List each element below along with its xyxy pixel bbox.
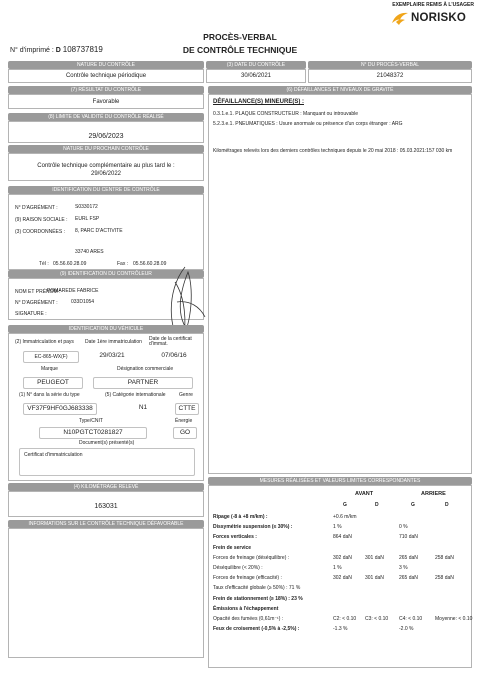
immat-label: (2) Immatriculation et pays [15,339,74,345]
arriere-d: D [445,502,449,508]
next-control-header: NATURE DU PROCHAIN CONTRÔLE [8,145,204,153]
controller-name: POMAREDE FABRICE [47,288,99,294]
defect-item: 0.3.1.e.1. PLAQUE CONSTRUCTEUR : Manquant ou introuvable [213,111,359,117]
centre-raison: EURL FSP [75,216,100,222]
marque-label: Marque [41,366,58,372]
measure-value: 301 daN [365,554,384,561]
measure-value: 302 daN [333,575,352,582]
measure-value: +0.6 m/km [333,514,357,520]
measure-value: 258 daN [435,554,454,561]
type-value: N10PGTCT0281827 [39,427,147,439]
info-header: INFORMATIONS SUR LE CONTRÔLE TECHNIQUE DÉFAVORABLE [8,520,204,528]
date-header: (3) DATE DU CONTRÔLE [206,61,306,69]
centre-header: IDENTIFICATION DU CENTRE DE CONTRÔLE [8,186,204,194]
measure-label: Forces de freinage (déséquilibre) : [213,554,290,561]
brand-logo [391,11,475,27]
measure-value: 258 daN [435,575,454,582]
title-line1: PROCÈS-VERBAL [203,32,277,42]
pv-header: N° DU PROCÈS-VERBAL [308,61,472,69]
vin-value: VF37F9HF0GJ683338 [23,403,97,415]
next-control-value: Contrôle technique complémentaire au plus tard le : 29/06/2022 [37,163,175,177]
controller-agrement: 033D1054 [71,299,95,305]
defects-header: (6) DÉFAILLANCES ET NIVEAUX DE GRAVITÉ [208,86,472,94]
documents-value: Certificat d'immatriculation [19,448,195,476]
cert-date-value: 07/06/16 [149,351,199,363]
date-value: 30/06/2021 [240,73,272,79]
defect-item: 5.2.3.e.1. PNEUMATIQUES : Usure anormale ou présence d'un corps étranger : ARG [213,121,403,127]
energie-label: Énergie [175,418,193,424]
km-value: 163031 [94,503,118,510]
centre-box [8,194,204,270]
km-history-note: Kilométrages relevés lors des derniers contrôles techniques depuis le 20 mai 2018 : 05.03.2021:157 030 km [213,148,453,154]
measures-box [208,485,472,668]
result-value-box [8,94,204,109]
cert-date-label: Date de la certificat d'immat. [149,336,192,347]
measure-value: C2: < 0.10 [333,616,357,622]
measure-value: 302 daN [333,554,352,561]
category-label: (5) Catégorie internationale [105,392,166,398]
centre-raison-label: (9) RAISON SOCIALE : [15,217,68,223]
controller-header: (9) IDENTIFICATION DU CONTRÔLEUR [8,270,204,278]
genre-value: CTTE [175,403,199,415]
measure-value: Moyenne: < 0.10 [435,616,473,622]
km-header: (4) KILOMÉTRAGE RELEVÉ [8,483,204,491]
avant-g: G [343,502,347,508]
measure-label: Forces verticales : [213,534,257,541]
pv-value-box [308,69,472,83]
measure-value: C4: < 0.10 [399,616,423,622]
validity-header: (8) LIMITE DE VALIDITÉ DU CONTRÔLE RÉALISÉ [8,113,204,121]
nature-value-box [8,69,204,83]
centre-agrement: S0330172 [75,204,98,210]
immat-value: EC-865-WX(F) [23,351,79,363]
measure-value: 1 % [333,524,342,531]
first-immat-label: Date 1ère immatriculation [85,339,142,345]
next-control-box [8,153,204,181]
result-header: (7) RÉSULTAT DU CONTRÔLE [8,86,204,94]
designation-label: Désignation commerciale [117,366,174,372]
vehicle-box [8,333,204,481]
type-label: Type/CNIT [79,418,103,424]
centre-coord: 8, PARC D'ACTIVITE [75,228,123,234]
measure-value: -1.3 % [333,626,348,633]
avant-d: D [375,502,379,508]
nature-value: Contrôle technique périodique [65,73,147,79]
measure-value: C3: < 0.10 [365,616,389,622]
centre-tel: 05.56.60.28.09 [53,261,87,267]
energie-value: GO [173,427,197,439]
centre-tel-label: Tél : [39,261,49,267]
measure-label: Forces de freinage (efficacité) : [213,575,282,582]
measure-label: Taux d'efficacité globale (≥ 50%) : 71 % [213,585,301,592]
measure-label: Frein de service [213,544,252,551]
marque-value: PEUGEOT [23,377,83,389]
measure-label: Opacité des fumées (0,61m⁻¹) : [213,616,284,622]
measure-label: Émissions à l'échappement [213,605,279,612]
defects-box [208,94,472,474]
print-number: N° d'imprimé : D 108737819 [10,45,103,54]
result-value: Favorable [92,99,120,105]
nature-header: NATURE DU CONTRÔLE [8,61,204,69]
arriere-header: ARRIERE [421,491,446,497]
signature-label: SIGNATURE : [15,311,47,317]
date-value-box [206,69,306,83]
measure-label: Ripage (-8 à +8 m/km) : [213,514,268,520]
pv-value: 21048372 [376,73,404,79]
vehicle-header: IDENTIFICATION DU VÉHICULE [8,325,204,333]
category-value: N1 [119,403,167,415]
first-immat-value: 29/03/21 [83,351,141,363]
genre-label: Genre [179,392,193,398]
measure-value: -2.0 % [399,626,414,633]
measure-value: 3 % [399,565,408,571]
title-line2: DE CONTRÔLE TECHNIQUE [182,45,298,55]
measure-label: Déséquilibre (< 20%) : [213,565,263,571]
centre-agrement-label: N° D'AGRÉMENT : [15,205,58,211]
controller-name-label: NOM ET PRÉNOM : [15,289,61,295]
arriere-g: G [411,502,415,508]
centre-fax: 05.56.60.28.09 [133,261,167,267]
measure-value: 710 daN [399,534,418,541]
validity-value: 29/06/2023 [88,133,124,140]
measure-label: Feux de croisement (-0,5% à -2,5%) : [213,626,300,633]
measure-value: 265 daN [399,575,418,582]
measure-label: Frein de stationnement (≥ 18%) : 23 % [213,595,303,602]
measure-value: 301 daN [365,575,384,582]
defects-heading: DÉFAILLANCE(S) MINEURE(S) : [213,99,304,105]
km-box [8,491,204,517]
vin-label: (1) N° dans la série du type [19,392,80,398]
measure-value: 1 % [333,565,342,571]
centre-coord-label: (3) COORDONNÉES : [15,229,66,235]
designation-value: PARTNER [93,377,193,389]
copy-notice: EXEMPLAIRE REMIS À L'USAGER [392,2,474,8]
measures-header: MESURES RÉALISÉES ET VALEURS LIMITES CORRESPONDANTES [208,477,472,485]
measure-value: 864 daN [333,534,352,541]
measure-value: 0 % [399,524,408,531]
info-box [8,528,204,658]
validity-value-box [8,121,204,143]
centre-fax-label: Fax : [117,261,129,267]
brand-name: NORISKO [411,12,467,24]
controller-agrement-label: N° D'AGRÉMENT : [15,300,58,306]
norisko-eagle-icon [391,11,409,26]
centre-city: 33740 ARES [75,249,104,255]
avant-header: AVANT [355,491,374,497]
documents-label: Document(s) présenté(s) [79,440,135,446]
measure-label: Dissymétrie suspension (≤ 30%) : [213,524,293,531]
measure-value: 265 daN [399,554,418,561]
